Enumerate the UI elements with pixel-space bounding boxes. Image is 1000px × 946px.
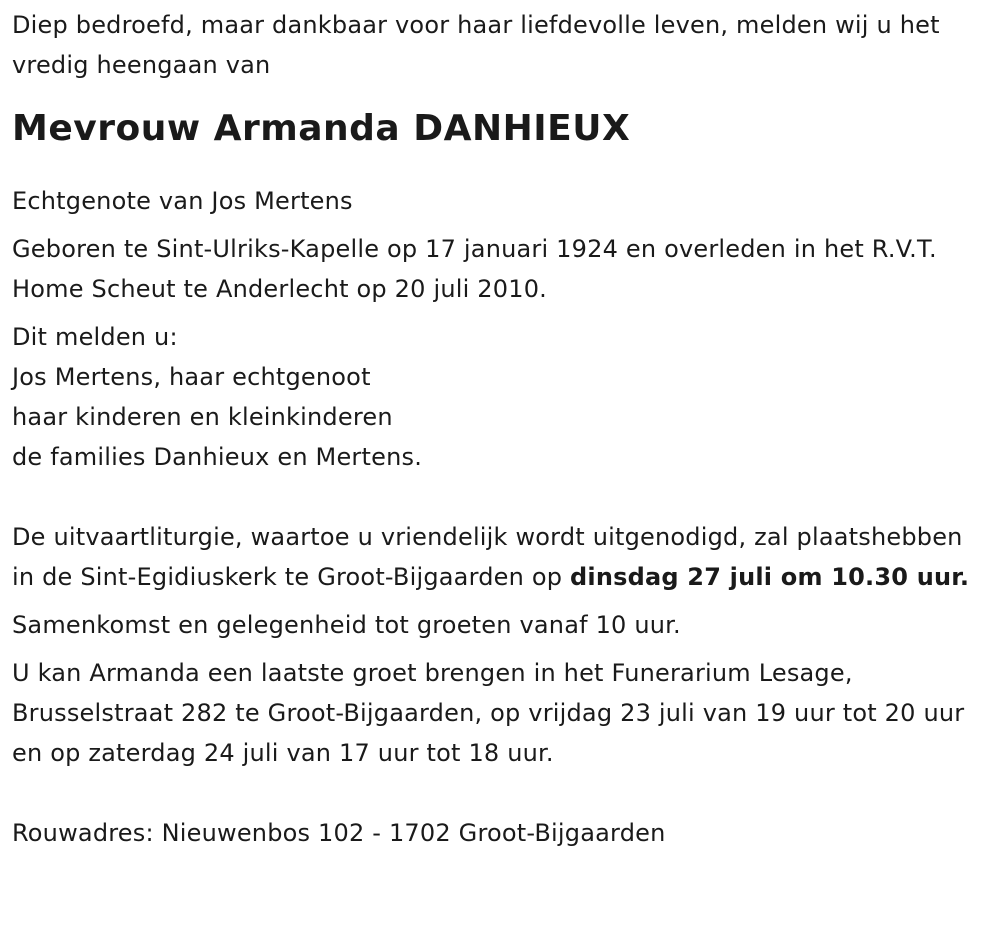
spouse-line: Echtgenote van Jos Mertens (12, 187, 353, 215)
liturgy-text (12, 517, 992, 597)
announce-heading: Dit melden u: (12, 323, 178, 351)
announcement-block (12, 317, 992, 477)
announce-line: haar kinderen en kleinkinderen (12, 403, 393, 431)
gathering-text: Samenkomst en gelegenheid tot groeten vanaf 10 uur. (12, 611, 681, 639)
announce-line: Jos Mertens, haar echtgenoot (12, 363, 371, 391)
viewing-text: U kan Armanda een laatste groet brengen in het Funerarium Lesage, Brusselstraat 282 te Groot-Bijgaarden, op vrijdag 23 juli van 19 uur tot 20 uur en op zaterdag 24 juli van 17 uur tot 18 uur. (12, 659, 965, 767)
deceased-name: Mevrouw Armanda DANHIEUX (12, 108, 631, 149)
liturgy-date: dinsdag 27 juli om 10.30 uur. (570, 563, 970, 591)
intro-text: Diep bedroefd, maar dankbaar voor haar liefdevolle leven, melden wij u het vredig heengaan van (12, 11, 940, 79)
announce-line: de families Danhieux en Mertens. (12, 443, 423, 471)
liturgy-description: De uitvaartliturgie, waartoe u vriendelijk wordt uitgenodigd, zal plaatshebben in de Sint-Egidiuskerk te Groot-Bijgaarden op (12, 523, 963, 591)
obituary-notice (12, 0, 992, 853)
mourning-address: Rouwadres: Nieuwenbos 102 - 1702 Groot-Bijgaarden (12, 819, 666, 847)
birth-death-text: Geboren te Sint-Ulriks-Kapelle op 17 januari 1924 en overleden in het R.V.T. Home Scheut te Anderlecht op 20 juli 2010. (12, 235, 937, 303)
